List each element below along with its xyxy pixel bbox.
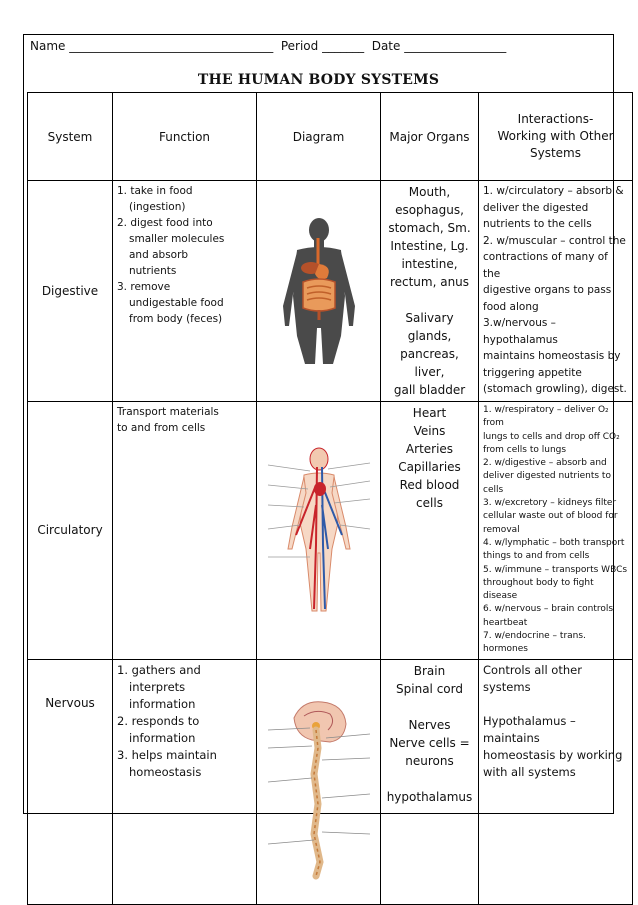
function-line: 2. digest food into xyxy=(117,217,213,229)
interaction-line: 1. w/circulatory – absorb & xyxy=(483,185,624,197)
diagram-cell xyxy=(257,402,381,660)
interaction-line: with all systems xyxy=(483,764,576,779)
interaction-line: heartbeat xyxy=(483,617,528,628)
table-row xyxy=(28,402,633,660)
digestive-system-illustration xyxy=(275,216,363,366)
organ-line: Arteries xyxy=(405,442,454,456)
interaction-line: deliver the digested xyxy=(483,201,589,214)
body-systems-table xyxy=(27,92,633,905)
organ-line: pancreas, liver, xyxy=(400,347,459,379)
interactions-cell xyxy=(479,181,633,402)
organ-line xyxy=(385,698,474,716)
organ-line: Veins xyxy=(413,424,446,438)
organ-line: intestine, xyxy=(401,257,458,271)
function-line: interprets xyxy=(129,679,186,694)
system-name: Circulatory xyxy=(28,402,113,660)
major-organs-cell xyxy=(381,181,479,402)
interaction-line: maintains homeostasis by xyxy=(483,350,621,362)
table-row xyxy=(28,659,633,904)
interaction-line: digestive organs to pass xyxy=(483,284,612,296)
diagram-cell xyxy=(257,659,381,904)
function-line: smaller molecules xyxy=(129,233,225,245)
function-line: and absorb xyxy=(129,249,189,261)
column-header-function: Function xyxy=(113,93,257,181)
interactions-cell xyxy=(479,659,633,904)
organ-line xyxy=(385,770,474,788)
interaction-line: food along xyxy=(483,300,539,313)
interaction-line: 3. w/excretory – kidneys filter xyxy=(483,498,617,509)
interactions-cell xyxy=(479,402,633,660)
interaction-line: deliver digested nutrients to cells xyxy=(483,471,611,495)
function-cell xyxy=(113,181,257,402)
organ-line: Nerves xyxy=(408,717,451,732)
organ-line: Heart xyxy=(412,406,447,420)
interaction-line: (stomach growling), digest. xyxy=(483,383,627,395)
interaction-line: nutrients to the cells xyxy=(483,218,592,230)
interaction-line xyxy=(483,696,628,713)
function-line: Transport materials xyxy=(117,406,219,418)
interaction-line: 5. w/immune – transports WBCs xyxy=(483,564,628,575)
function-line: 2. responds to xyxy=(117,713,200,728)
interaction-line: 2. w/muscular – control the xyxy=(483,234,626,247)
interaction-line: lungs to cells and drop off CO₂ xyxy=(483,431,620,442)
diagram-cell xyxy=(257,181,381,402)
system-name: Nervous xyxy=(28,659,113,904)
interaction-line: 4. w/lymphatic – both transport xyxy=(483,537,625,548)
function-cell xyxy=(113,402,257,660)
interaction-line: 2. w/digestive – absorb and xyxy=(483,458,607,469)
interaction-line: triggering appetite xyxy=(483,366,582,379)
organ-line: rectum, anus xyxy=(389,275,470,289)
function-line: nutrients xyxy=(129,265,177,277)
organ-line: Nerve cells = xyxy=(389,735,470,750)
column-header-major-organs: Major Organs xyxy=(381,93,479,181)
organ-line: Intestine, Lg. xyxy=(390,239,469,253)
table-header-row xyxy=(28,93,633,181)
circulatory-system-illustration xyxy=(264,445,374,615)
organ-line xyxy=(385,291,474,309)
nervous-system-illustration xyxy=(264,694,374,884)
page-title: THE HUMAN BODY SYSTEMS xyxy=(197,72,440,88)
column-header-interactions: Interactions- Working with Other Systems xyxy=(479,93,633,181)
system-name: Digestive xyxy=(28,181,113,402)
interaction-line: systems xyxy=(483,679,531,694)
interaction-line: things to and from cells xyxy=(483,551,590,562)
interaction-line: throughout body to fight disease xyxy=(483,577,594,602)
major-organs-cell xyxy=(381,659,479,904)
interaction-line: homeostasis by working xyxy=(483,747,623,762)
interaction-line: from cells to lungs xyxy=(483,444,567,455)
interaction-line: cellular waste out of blood for xyxy=(483,511,618,522)
function-line: 1. take in food xyxy=(117,185,193,197)
interaction-line: 3.w/nervous – hypothalamus xyxy=(483,317,558,346)
function-line: 3. remove xyxy=(117,281,171,293)
function-line: information xyxy=(129,730,196,745)
organ-line: gall bladder xyxy=(393,383,466,397)
organ-line: Mouth, xyxy=(408,185,451,199)
function-line: 3. helps maintain xyxy=(117,747,217,762)
organ-line: Spinal cord xyxy=(396,681,463,696)
interaction-line: removal xyxy=(483,524,520,535)
organ-line: Red blood cells xyxy=(399,478,460,510)
major-organs-cell xyxy=(381,402,479,660)
organ-line: stomach, Sm. xyxy=(388,221,471,235)
function-line: undigestable food xyxy=(129,297,224,309)
function-line: from body (feces) xyxy=(129,313,223,325)
column-header-system: System xyxy=(28,93,113,181)
interaction-line: 6. w/nervous – brain controls xyxy=(483,604,614,615)
function-line: homeostasis xyxy=(129,764,202,779)
function-line: to and from cells xyxy=(117,422,206,434)
table-row xyxy=(28,181,633,402)
function-line: information xyxy=(129,696,196,711)
organ-line: Brain xyxy=(413,663,446,678)
organ-line: Capillaries xyxy=(398,460,461,474)
organ-line: Salivary glands, xyxy=(405,311,454,343)
interaction-line: Controls all other xyxy=(483,662,582,677)
interaction-line: Hypothalamus – maintains xyxy=(483,713,576,745)
name-period-date-line[interactable]: Name __________________________________ Period _______ Date _________________ xyxy=(30,39,507,53)
worksheet xyxy=(23,34,628,814)
organ-line: neurons xyxy=(405,753,454,768)
interaction-line: contractions of many of the xyxy=(483,251,608,280)
interaction-line: 1. w/respiratory – deliver O₂ from xyxy=(483,405,609,429)
organ-line: hypothalamus xyxy=(386,789,473,804)
column-header-diagram: Diagram xyxy=(257,93,381,181)
interaction-line: 7. w/endocrine – trans. hormones xyxy=(483,631,586,655)
function-line: 1. gathers and xyxy=(117,662,201,677)
function-cell xyxy=(113,659,257,904)
organ-line: esophagus, xyxy=(395,203,464,217)
function-line: (ingestion) xyxy=(129,201,186,213)
